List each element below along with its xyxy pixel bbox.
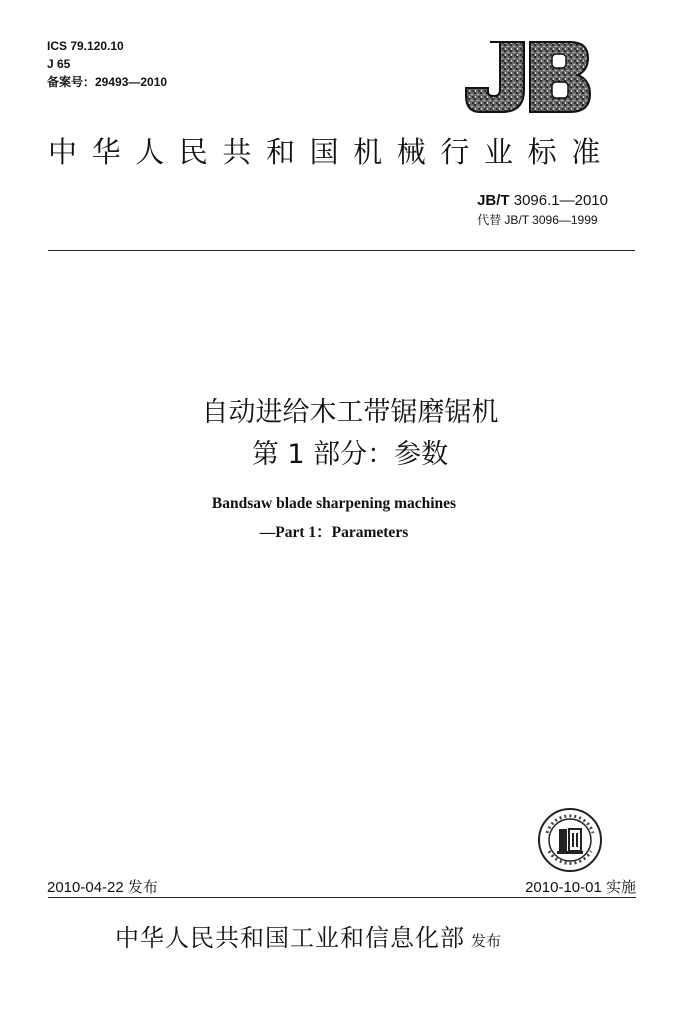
standard-code-prefix: JB/T <box>477 192 510 209</box>
industry-standard-banner: 中华人民共和国机械行业标准 <box>48 135 615 169</box>
implement-date: 2010-10-01 实施 <box>525 879 636 896</box>
ccs-code: J 65 <box>47 57 71 71</box>
title-en-line2: —Part 1：Parameters <box>259 524 409 541</box>
publisher-suffix: 发布 <box>471 932 502 950</box>
publish-date: 2010-04-22 发布 <box>47 879 158 896</box>
header-divider <box>48 250 635 251</box>
standard-number-block <box>477 192 608 228</box>
standard-code <box>477 192 608 209</box>
publisher-name: 中华人民共和国工业和信息化部 <box>115 924 465 952</box>
publisher <box>115 918 501 953</box>
title-en-line1: Bandsaw blade sharpening machines <box>211 495 457 512</box>
jb-logo <box>462 38 594 116</box>
official-seal-icon <box>537 807 603 873</box>
jb-logo-text: JB <box>462 38 463 39</box>
title-cn-line1: 自动进给木工带锯磨锯机 <box>201 397 499 428</box>
record-number: 备案号：29493—2010 <box>47 75 168 89</box>
replaces-standard: 代替 JB/T 3096—1999 <box>477 213 598 227</box>
standard-code-number: 3096.1—2010 <box>509 192 608 209</box>
footer-divider <box>48 897 636 898</box>
classification-block <box>47 37 167 91</box>
ics-code: ICS 79.120.10 <box>47 39 124 53</box>
title-cn-line2: 第 1 部分：参数 <box>251 439 449 470</box>
